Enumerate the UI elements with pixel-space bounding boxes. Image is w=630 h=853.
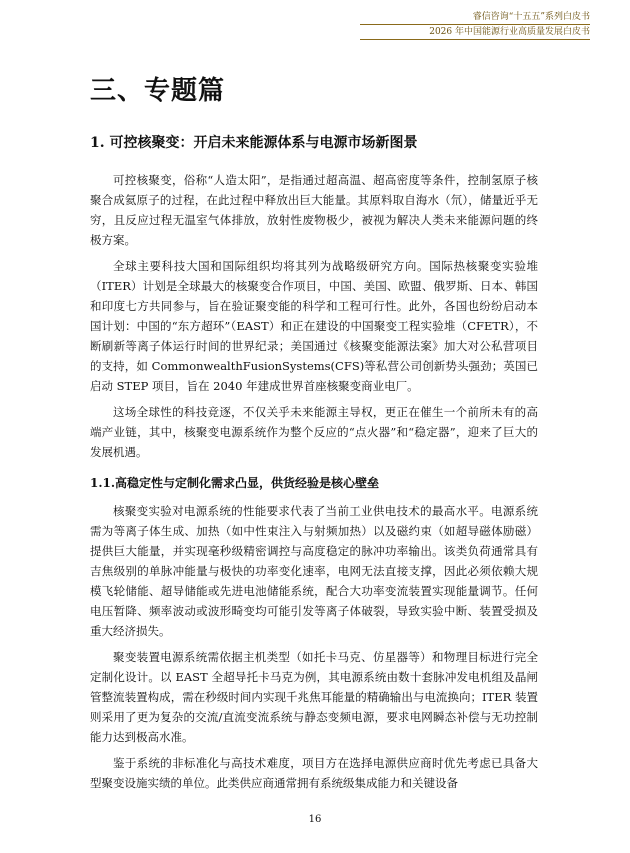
subsubsection-heading: 1.1.高稳定性与定制化需求凸显，供货经验是核心壁垒 (90, 476, 380, 490)
paragraph: 可控核聚变，俗称“人造太阳”，是指通过超高温、超高密度等条件，控制氢原子核聚合成氦原子的过程，在此过程中释放出巨大能量。其原料取自海水（氘），储量近乎无穷，且反应过程无温室气体排放，放射性废物极少，被视为解决人类未来能源问题的终极方案。 (90, 173, 538, 247)
page-header (429, 10, 590, 39)
paragraph: 聚变装置电源系统需依据主机类型（如托卡马克、仿星器等）和物理目标进行完全定制化设计。以 EAST 全超导托卡马克为例，其电源系统由数十套脉冲发电机组及晶闸管整流装置构成，需在秒级时间内实现千兆焦耳能量的精确输出与电流换向；ITER 装置则采用了更为复杂的交流/直流变流系统与静态变频电源，要求电网瞬态补偿与无功控制能力达到极高水准。 (90, 650, 538, 744)
paragraph: 这场全球性的科技竞逐，不仅关乎未来能源主导权，更正在催生一个前所未有的高端产业链，其中，核聚变电源系统作为整个反应的“点火器”和“稳定器”，迎来了巨大的发展机遇。 (90, 405, 538, 459)
page-number: 16 (308, 814, 322, 825)
header-report-title: 2026 年中国能源行业高质量发展白皮书 (429, 27, 590, 37)
paragraph: 核聚变实验对电源系统的性能要求代表了当前工业供电技术的最高水平。电源系统需为等离子体生成、加热（如中性束注入与射频加热）以及磁约束（如超导磁体励磁）提供巨大能量，并实现毫秒级精密调控与高度稳定的脉冲功率输出。该类负荷通常具有吉焦级别的单脉冲能量与极快的功率变化速率，电网无法直接支撑，因此必须依赖大规模飞轮储能、超导储能或先进电池储能系统，配合大功率变流装置实现能量调节。任何电压暂降、频率波动或波形畸变均可能引发等离子体破裂，导致实验中断、装置受损及重大经济损失。 (90, 504, 538, 638)
paragraph: 鉴于系统的非标准化与高技术难度，项目方在选择电源供应商时优先考虑已具备大型聚变设施实绩的单位。此类供应商通常拥有系统级集成能力和关键设备 (90, 756, 538, 790)
header-series-title: 睿信咨询“十五五”系列白皮书 (472, 12, 590, 22)
main-content (90, 132, 538, 799)
section-title: 三、专题篇 (90, 76, 226, 106)
header-rule-top (360, 24, 590, 25)
header-rule-bottom (360, 39, 590, 40)
paragraph: 全球主要科技大国和国际组织均将其列为战略级研究方向。国际热核聚变实验堆（ITER）计划是全球最大的核聚变合作项目，中国、美国、欧盟、俄罗斯、日本、韩国和印度七方共同参与，旨在验证聚变能的科学和工程可行性。此外，各国也纷纷启动本国计划：中国的“东方超环”（EAST）和正在建设的中国聚变工程实验堆（CFETR），不断刷新等离子体运行时间的世界纪录；美国通过《核聚变能源法案》加大对公私营项目的支持，如 CommonwealthFusionSystems(CFS)等私营公司创新势头强劲；英国已启动 STEP 项目，旨在 2040 年建成世界首座核聚变商业电厂。 (90, 259, 538, 393)
subsection-heading: 1. 可控核聚变：开启未来能源体系与电源市场新图景 (90, 135, 418, 151)
